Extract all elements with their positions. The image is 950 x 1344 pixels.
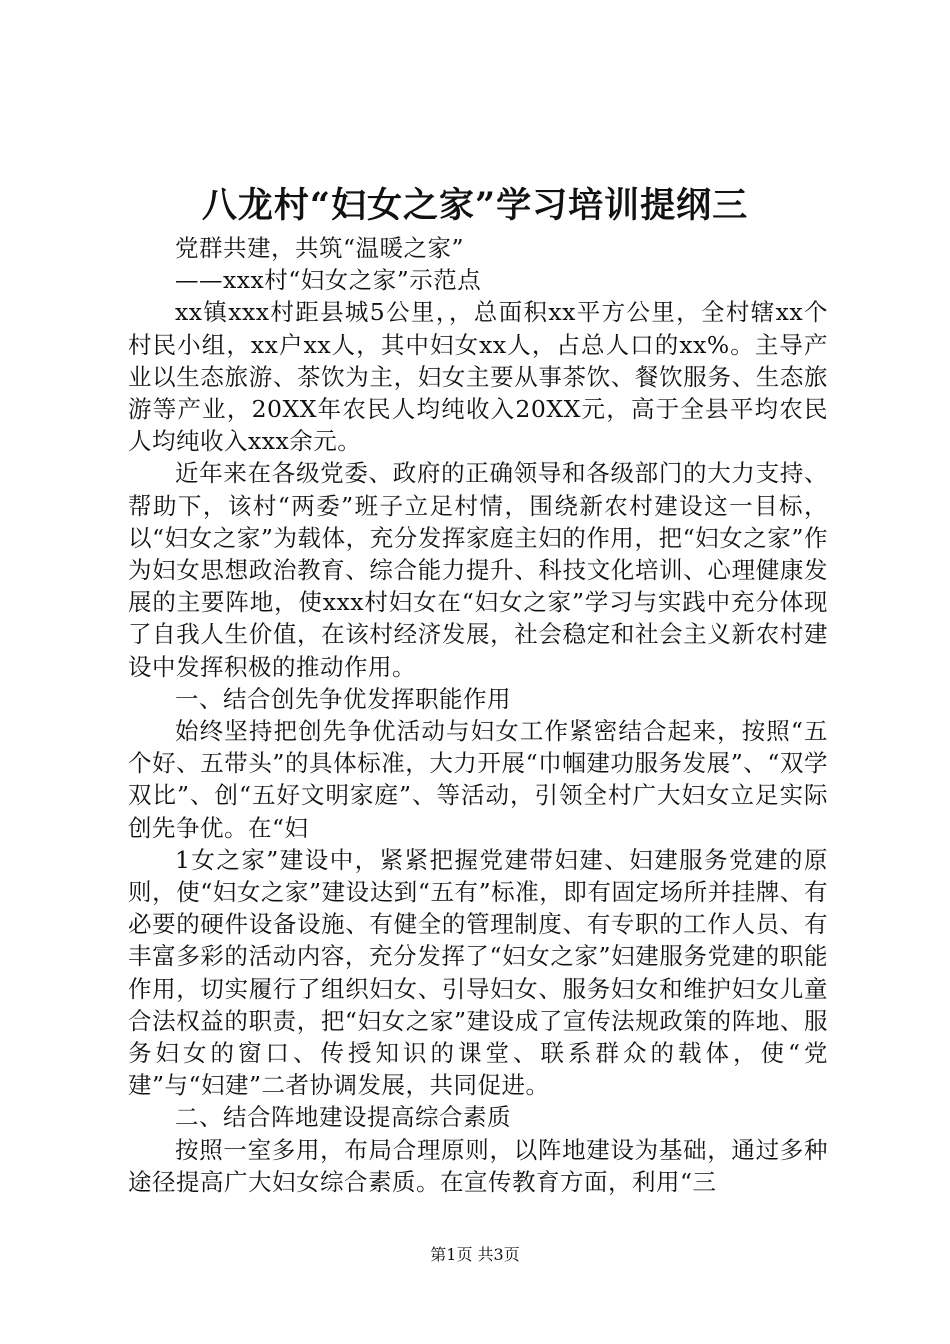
document-body	[128, 232, 828, 1198]
paragraph: 党群共建，共筑“温暖之家”	[175, 234, 465, 262]
document-title: 八龙村“妇女之家”学习培训提纲三	[201, 185, 749, 226]
paragraph: 1女之家”建设中，紧紧把握党建带妇建、妇建服务党建的原则，使“妇女之家”建设达到“五有”标准，即有固定场所并挂牌、有必要的硬件设备设施、有健全的管理制度、有专职的工作人员、有丰富多彩的活动内容，充分发挥了“妇女之家”妇建服务党建的职能作用，切实履行了组织妇女、引导妇女、服务妇女和维护妇女儿童合法权益的职责，把“妇女之家”建设成了宣传法规政策的阵地、服务妇女的窗口、传授知识的课堂、联系群众的载体，使“党建”与“妇建”二者协调发展，共同促进。	[128, 845, 828, 1100]
paragraph: 始终坚持把创先争优活动与妇女工作紧密结合起来，按照“五个好、五带头”的具体标准，大力开展“巾帼建功服务发展”、“双学双比”、创“五好文明家庭”、等活动，引领全村广大妇女立足实际创先争优。在“妇	[128, 717, 828, 842]
paragraph: ——xxx村“妇女之家”示范点	[175, 266, 482, 295]
paragraph: 近年来在各级党委、政府的正确领导和各级部门的大力支持、帮助下，该村“两委”班子立足村情，围绕新农村建设这一目标，以“妇女之家”为载体，充分发挥家庭主妇的作用，把“妇女之家”作为妇女思想政治教育、综合能力提升、科技文化培训、心理健康发展的主要阵地，使xxx村妇女在“妇女之家”学习与实践中充分体现了自我人生价值，在该村经济发展，社会稳定和社会主义新农村建设中发挥积极的推动作用。	[128, 459, 828, 681]
paragraph: 按照一室多用，布局合理原则，以阵地建设为基础，通过多种途径提高广大妇女综合素质。在宣传教育方面，利用“三	[128, 1135, 828, 1196]
section-heading: 二、结合阵地建设提高综合素质	[175, 1103, 511, 1132]
paragraph: xx镇xxx村距县城5公里，，总面积xx平方公里，全村辖xx个村民小组，xx户xx人，其中妇女xx人，占总人口的xx%。主导产业以生态旅游、茶饮为主，妇女主要从事茶饮、餐饮服务、生态旅游等产业，20XX年农民人均纯收入20XX元，高于全县平均农民人均纯收入xxx余元。	[128, 298, 828, 456]
page-footer: 第1页 共3页	[430, 1245, 520, 1264]
section-heading: 一、结合创先争优发挥职能作用	[175, 684, 511, 713]
